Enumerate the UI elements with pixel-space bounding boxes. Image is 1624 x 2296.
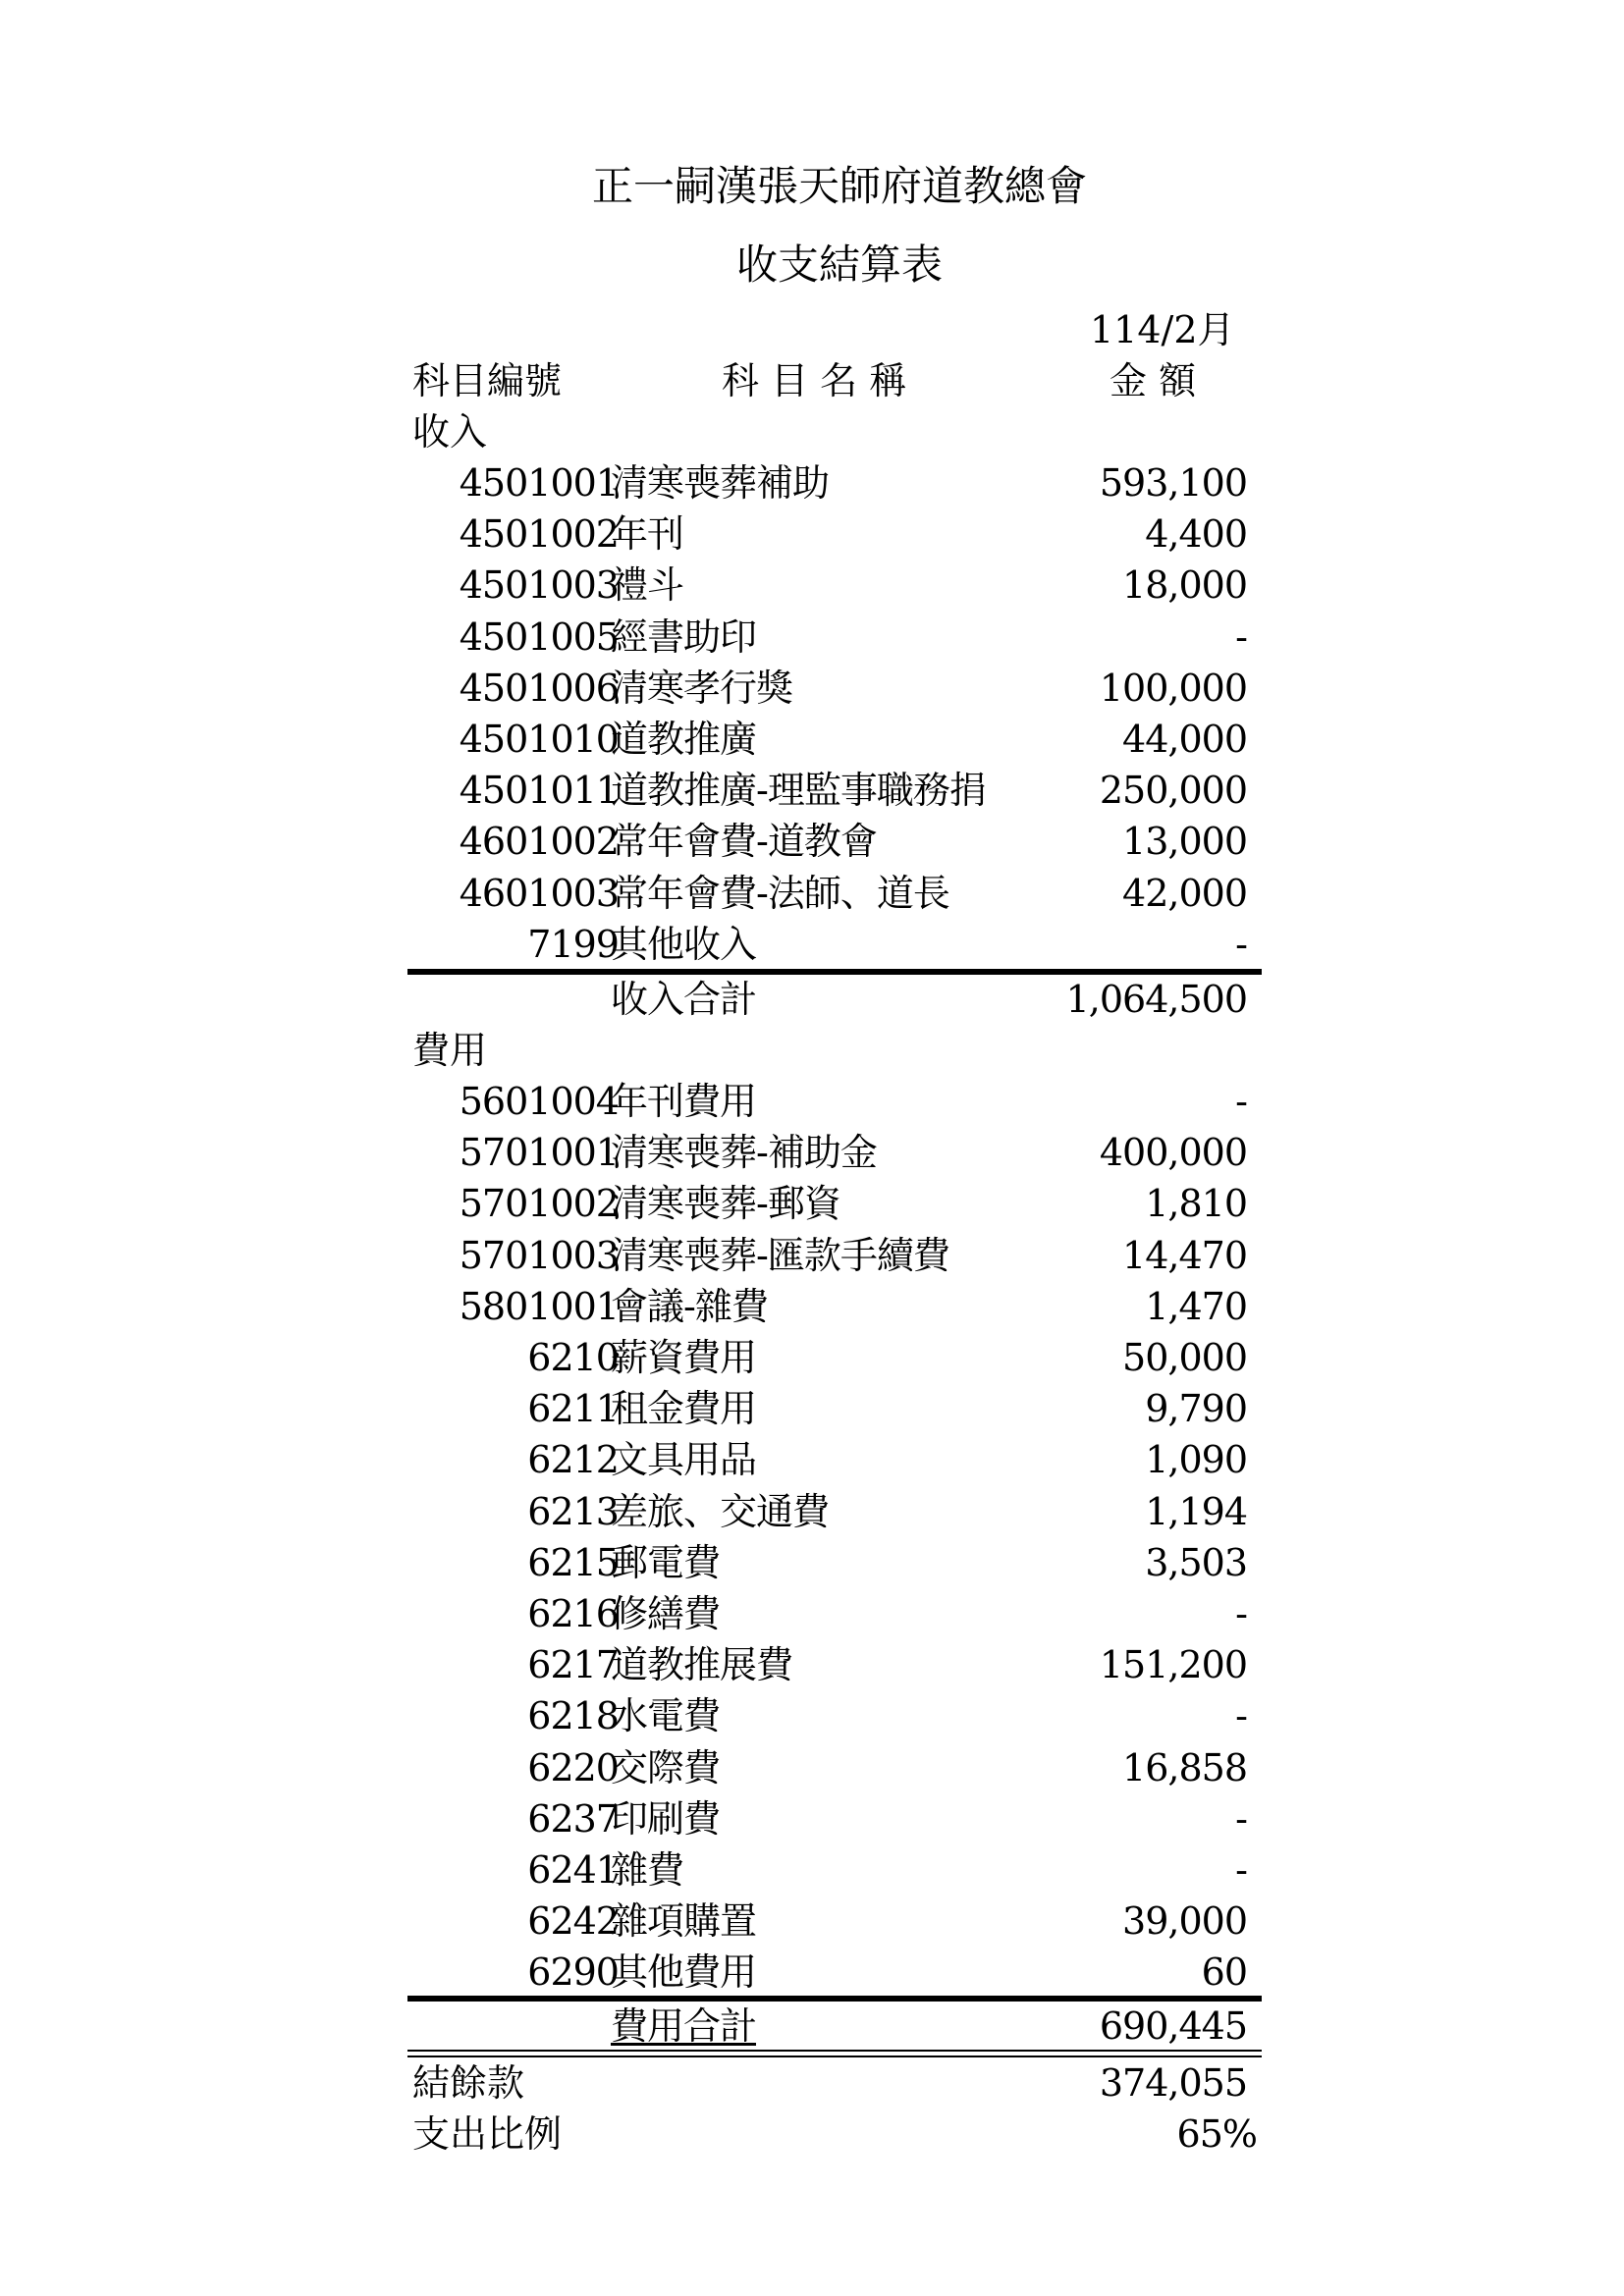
account-name: 道教推展費 <box>611 1643 793 1686</box>
account-amount: 16,858 <box>1122 1746 1247 1789</box>
expense-section-label: 費用 <box>412 1029 488 1072</box>
account-amount: 60 <box>1201 1950 1247 1994</box>
account-code: 5701002 <box>459 1182 619 1225</box>
period-label: 114/2月 <box>1090 308 1235 351</box>
account-name: 道教推廣 <box>611 718 757 761</box>
income-total-rule <box>407 969 1262 975</box>
account-code: 4601003 <box>459 872 619 915</box>
ratio-row <box>412 2110 1257 2162</box>
account-name: 常年會費-道教會 <box>611 820 877 863</box>
income-total-label: 收入合計 <box>611 978 757 1021</box>
ratio-label: 支出比例 <box>412 2112 563 2156</box>
account-amount: 593,100 <box>1099 461 1247 505</box>
account-name: 禮斗 <box>611 563 684 607</box>
expense-row <box>412 1283 1257 1334</box>
account-name: 年刊費用 <box>611 1080 757 1123</box>
account-name: 年刊 <box>611 512 684 556</box>
account-code: 4501005 <box>459 615 619 659</box>
account-name: 雜費 <box>611 1848 684 1892</box>
expense-total-label: 費用合計 <box>611 2004 757 2048</box>
account-name: 雜項購置 <box>611 1899 757 1943</box>
income-row <box>412 921 1257 972</box>
income-section-label: 收入 <box>412 410 488 454</box>
expense-row <box>412 1641 1257 1692</box>
account-code: 5701001 <box>459 1131 619 1174</box>
account-code: 6215 <box>527 1541 619 1584</box>
account-name: 常年會費-法師、道長 <box>611 872 949 915</box>
expense-row <box>412 1949 1257 2000</box>
account-code: 4501006 <box>459 667 619 710</box>
account-amount: 14,470 <box>1122 1234 1247 1277</box>
account-name: 道教推廣-理監事職務捐 <box>611 769 986 812</box>
double-rule-top <box>407 2050 1262 2052</box>
account-amount: 151,200 <box>1099 1643 1247 1686</box>
account-code: 4601002 <box>459 820 619 863</box>
account-name: 經書助印 <box>611 615 757 659</box>
account-amount: - <box>1235 1080 1247 1123</box>
account-amount: 1,194 <box>1145 1490 1247 1533</box>
account-code: 5801001 <box>459 1285 619 1328</box>
account-code: 7199 <box>527 923 619 966</box>
account-name: 清寒孝行獎 <box>611 667 793 710</box>
expense-row <box>412 1539 1257 1590</box>
expense-row <box>412 1129 1257 1180</box>
account-name: 水電費 <box>611 1694 721 1737</box>
account-name: 薪資費用 <box>611 1336 757 1379</box>
income-row <box>412 459 1257 510</box>
income-row <box>412 665 1257 716</box>
account-name: 差旅、交通費 <box>611 1490 830 1533</box>
account-code: 6242 <box>527 1899 619 1943</box>
account-name: 郵電費 <box>611 1541 721 1584</box>
expense-total-amount: 690,445 <box>1099 2004 1247 2048</box>
account-name: 租金費用 <box>611 1387 757 1430</box>
expense-row <box>412 1436 1257 1487</box>
expense-row <box>412 1385 1257 1436</box>
account-code: 6216 <box>527 1592 619 1635</box>
balance-amount: 374,055 <box>1099 2061 1247 2105</box>
income-row <box>412 561 1257 613</box>
balance-label: 結餘款 <box>412 2061 525 2105</box>
account-name: 清寒喪葬-匯款手續費 <box>611 1234 949 1277</box>
income-row <box>412 716 1257 767</box>
column-header-amount: 金 額 <box>1110 359 1197 402</box>
report-title: 收支結算表 <box>735 240 943 289</box>
account-amount: 42,000 <box>1122 872 1247 915</box>
account-amount: - <box>1235 1694 1247 1737</box>
double-rule-bottom <box>407 2056 1262 2057</box>
account-name: 其他收入 <box>611 923 757 966</box>
expense-row <box>412 1488 1257 1539</box>
column-header-code: 科目編號 <box>412 359 563 402</box>
income-row <box>412 614 1257 665</box>
expense-row <box>412 1232 1257 1283</box>
account-amount: - <box>1235 1592 1247 1635</box>
account-amount: 100,000 <box>1099 667 1247 710</box>
account-code: 6218 <box>527 1694 619 1737</box>
account-amount: 44,000 <box>1122 718 1247 761</box>
expense-row <box>412 1590 1257 1641</box>
expense-row <box>412 1846 1257 1897</box>
income-row <box>412 870 1257 921</box>
account-amount: 18,000 <box>1122 563 1247 607</box>
expense-row <box>412 1744 1257 1795</box>
account-amount: - <box>1235 923 1247 966</box>
ratio-value: 65% <box>1176 2112 1257 2156</box>
account-name: 清寒喪葬補助 <box>611 461 830 505</box>
account-code: 6241 <box>527 1848 619 1892</box>
account-code: 4501011 <box>459 769 619 812</box>
account-code: 4501003 <box>459 563 619 607</box>
account-amount: 3,503 <box>1145 1541 1247 1584</box>
account-amount: 400,000 <box>1099 1131 1247 1174</box>
income-total-amount: 1,064,500 <box>1065 978 1247 1021</box>
account-code: 6290 <box>527 1950 619 1994</box>
expense-row <box>412 1180 1257 1231</box>
account-code: 6220 <box>527 1746 619 1789</box>
expense-row <box>412 1334 1257 1385</box>
account-name: 其他費用 <box>611 1950 757 1994</box>
income-row <box>412 767 1257 818</box>
organization-title: 正一嗣漢張天師府道教總會 <box>591 162 1087 210</box>
account-name: 清寒喪葬-郵資 <box>611 1182 840 1225</box>
account-code: 5701003 <box>459 1234 619 1277</box>
expense-row <box>412 1078 1257 1129</box>
account-amount: - <box>1235 615 1247 659</box>
account-code: 6217 <box>527 1643 619 1686</box>
account-code: 4501002 <box>459 512 619 556</box>
expense-total-row <box>412 2002 1257 2054</box>
account-amount: 1,090 <box>1145 1438 1247 1481</box>
account-amount: 4,400 <box>1145 512 1247 556</box>
column-header-name: 科 目 名 稱 <box>722 359 907 402</box>
account-amount: 1,810 <box>1145 1182 1247 1225</box>
account-name: 修繕費 <box>611 1592 721 1635</box>
account-amount: 9,790 <box>1145 1387 1247 1430</box>
account-amount: 13,000 <box>1122 820 1247 863</box>
account-code: 6237 <box>527 1797 619 1841</box>
account-code: 6210 <box>527 1336 619 1379</box>
account-amount: 1,470 <box>1145 1285 1247 1328</box>
account-name: 清寒喪葬-補助金 <box>611 1131 877 1174</box>
income-row <box>412 818 1257 869</box>
balance-row <box>412 2059 1257 2110</box>
account-code: 4501010 <box>459 718 619 761</box>
income-total-row <box>412 976 1257 1027</box>
account-name: 交際費 <box>611 1746 721 1789</box>
income-row <box>412 510 1257 561</box>
account-name: 文具用品 <box>611 1438 757 1481</box>
account-amount: 50,000 <box>1122 1336 1247 1379</box>
account-code: 6212 <box>527 1438 619 1481</box>
account-amount: - <box>1235 1797 1247 1841</box>
account-amount: 250,000 <box>1099 769 1247 812</box>
account-name: 印刷費 <box>611 1797 721 1841</box>
expense-row <box>412 1692 1257 1743</box>
account-code: 6211 <box>527 1387 619 1430</box>
expense-total-rule <box>407 1996 1262 2002</box>
account-code: 6213 <box>527 1490 619 1533</box>
expense-row <box>412 1795 1257 1846</box>
account-code: 5601004 <box>459 1080 619 1123</box>
account-amount: 39,000 <box>1122 1899 1247 1943</box>
expense-row <box>412 1897 1257 1949</box>
account-name: 會議-雜費 <box>611 1285 768 1328</box>
account-amount: - <box>1235 1848 1247 1892</box>
account-code: 4501001 <box>459 461 619 505</box>
